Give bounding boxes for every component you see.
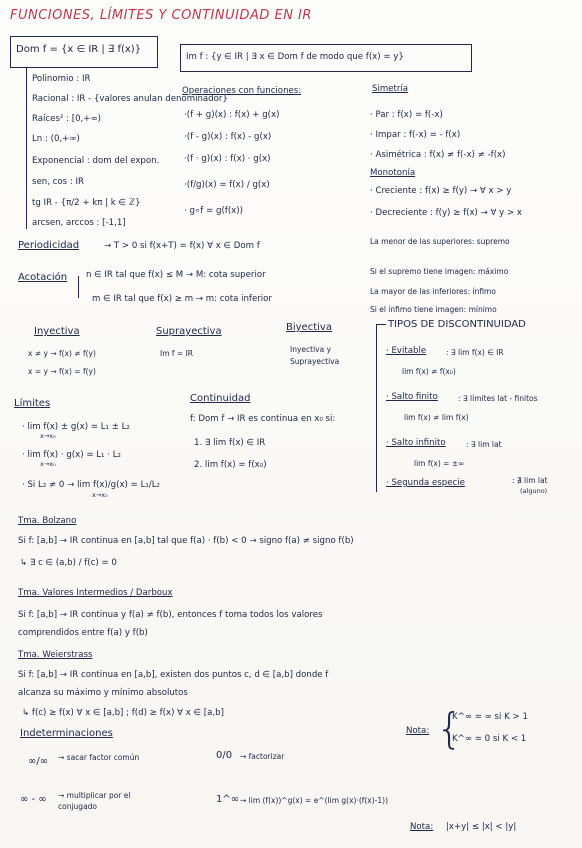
limites-sub: x→x₀ [40, 460, 56, 468]
discontinuidad-tick [376, 324, 386, 325]
nota2-text: |x+y| ≤ |x| < |y| [446, 822, 517, 832]
discontinuidad-cond: : ∃ límites lat - finitos [458, 394, 538, 403]
darboux-line: Si f: [a,b] → IR continua y f(a) ≠ f(b), entonces f toma todos los valores [18, 610, 323, 620]
continuidad-item: 2. lim f(x) = f(x₀) [194, 460, 267, 470]
imagen-definition: Im f : {y ∈ IR | ∃ x ∈ Dom f de modo que f(x) = y} [186, 52, 404, 62]
discontinuidad-type: · Salto infinito [386, 438, 446, 448]
weierstrass-line: Si f: [a,b] → IR continua en [a,b], existen dos puntos c, d ∈ [a,b] donde f [18, 670, 329, 680]
biyectiva-header: Biyectiva [286, 322, 332, 333]
indet-action: → lim (f(x))^g(x) = e^(lim g(x)·(f(x)-1)) [240, 796, 389, 805]
suprayectiva-header: Suprayectiva [156, 326, 222, 337]
supremo-note: La menor de las superiores: supremo [370, 237, 510, 246]
infimo-note: La mayor de las inferiores: ínfimo [370, 287, 496, 296]
inyectiva-line: x ≠ y → f(x) ≠ f(y) [28, 349, 96, 358]
discontinuidad-cond: : ∃ lim f(x) ∈ IR [446, 348, 504, 357]
simetria-item: · Par : f(x) = f(-x) [370, 110, 443, 120]
simetria-item: · Asimétrica : f(x) ≠ f(-x) ≠ -f(x) [370, 150, 506, 160]
dominio-item: tg IR - {π/2 + kπ | k ∈ ℤ} [32, 198, 141, 208]
periodicidad-header: Periodicidad [18, 240, 80, 251]
simetria-header: Simetría [372, 84, 409, 94]
operaciones-item: ·(f - g)(x) : f(x) - g(x) [184, 132, 272, 142]
darboux-header: Tma. Valores Intermedios / Darboux [18, 588, 173, 598]
darboux-line: comprendidos entre f(a) y f(b) [18, 628, 148, 638]
biyectiva-line: Inyectiva y [290, 345, 332, 354]
limites-item: · Si L₂ ≠ 0 → lim f(x)/g(x) = L₁/L₂ [22, 480, 160, 490]
discontinuidad-cond: lim f(x) ≠ f(x₀) [402, 367, 456, 376]
dominio-item: Polinomio : IR [32, 74, 91, 84]
dominio-bracket [26, 67, 27, 229]
maximo-note: Si el supremo tiene imagen: máximo [370, 267, 509, 276]
weierstrass-line: alcanza su máximo y mínimo absolutos [18, 688, 188, 698]
simetria-item: · Impar : f(-x) = - f(x) [370, 130, 461, 140]
bolzano-line: ↳ ∃ c ∈ (a,b) / f(c) = 0 [20, 558, 117, 568]
periodicidad-text: → T > 0 si f(x+T) = f(x) ∀ x ∈ Dom f [104, 241, 260, 251]
indeterminaciones-header: Indeterminaciones [20, 728, 113, 739]
nota-label: Nota: [406, 726, 430, 736]
monotonia-item: · Decreciente : f(y) ≥ f(x) → ∀ y > x [370, 208, 522, 218]
continuidad-item: 1. ∃ lim f(x) ∈ IR [194, 438, 266, 448]
acotacion-superior: n ∈ IR tal que f(x) ≤ M → M: cota superior [86, 270, 266, 280]
dominio-item: Ln : (0,+∞) [32, 134, 80, 144]
nota-line: K^∞ = 0 si K < 1 [452, 734, 527, 744]
indet-expr: 0/0 [216, 750, 233, 761]
nota-brace-icon: { [436, 704, 463, 753]
weierstrass-header: Tma. Weierstrass [18, 650, 93, 660]
indet-expr: 1^∞ [216, 794, 240, 805]
discontinuidad-bracket [376, 324, 377, 492]
operaciones-item: ·(f + g)(x) : f(x) + g(x) [184, 110, 280, 120]
page-title: FUNCIONES, LÍMITES Y CONTINUIDAD EN IR [10, 8, 312, 23]
suprayectiva-line: Im f = IR [160, 349, 194, 358]
discontinuidad-cond: : ∃ lim lat [466, 440, 502, 449]
limites-item: · lim f(x) · g(x) = L₁ · L₂ [22, 450, 121, 460]
nota2-label: Nota: [410, 822, 434, 832]
operaciones-item: · g∘f = g(f(x)) [184, 206, 243, 216]
operaciones-item: ·(f/g)(x) = f(x) / g(x) [184, 180, 270, 190]
dominio-item: arcsen, arccos : [-1,1] [32, 218, 126, 228]
inyectiva-header: Inyectiva [34, 326, 80, 337]
indet-action: → sacar factor común [58, 753, 140, 762]
discontinuidad-type: · Evitable [386, 346, 427, 356]
bolzano-header: Tma. Bolzano [18, 516, 77, 526]
indet-expr: ∞ - ∞ [20, 794, 47, 805]
weierstrass-line: ↳ f(c) ≥ f(x) ∀ x ∈ [a,b] ; f(d) ≥ f(x) ∀ x ∈ [a,b] [22, 708, 224, 718]
limites-item: · lim f(x) ± g(x) = L₁ ± L₂ [22, 422, 130, 432]
operaciones-item: ·(f · g)(x) : f(x) · g(x) [184, 154, 271, 164]
dominio-header: Dom f = {x ∈ IR | ∃ f(x)} [16, 44, 142, 55]
acotacion-inferior: m ∈ IR tal que f(x) ≥ m → m: cota inferior [92, 294, 272, 304]
discontinuidad-cond: (alguno) [520, 487, 548, 495]
indet-action: → factorizar [240, 752, 285, 761]
continuidad-text: f: Dom f → IR es continua en x₀ si: [190, 414, 336, 424]
discontinuidad-header: TIPOS DE DISCONTINUIDAD [388, 319, 526, 330]
discontinuidad-cond: lim f(x) = ±∞ [414, 459, 465, 468]
dominio-item: Racional : IR - {valores anulan denominador} [32, 94, 228, 104]
discontinuidad-cond: : ∄ lim lat [512, 476, 548, 485]
monotonia-item: · Creciente : f(x) ≥ f(y) → ∀ x > y [370, 186, 512, 196]
acotacion-bracket [78, 276, 79, 298]
discontinuidad-cond: lim f(x) ≠ lim f(x) [404, 413, 469, 422]
acotacion-header: Acotación [18, 272, 68, 283]
indet-action: → multiplicar por el conjugado [58, 791, 131, 811]
dominio-item: Exponencial : dom del expon. [32, 156, 160, 166]
biyectiva-line: Suprayectiva [290, 357, 340, 366]
dominio-item: sen, cos : IR [32, 177, 84, 187]
operaciones-header: Operaciones con funciones: [182, 86, 302, 96]
minimo-note: Si el ínfimo tiene imagen: mínimo [370, 305, 497, 314]
bolzano-line: Si f: [a,b] → IR continua en [a,b] tal que f(a) · f(b) < 0 → signo f(a) ≠ signo f(b) [18, 536, 354, 546]
discontinuidad-type: · Segunda especie [386, 478, 465, 488]
dominio-item: Raíces² : [0,+∞) [32, 114, 101, 124]
limites-sub: x→x₀ [40, 432, 56, 440]
continuidad-header: Continuidad [190, 393, 251, 404]
inyectiva-line: x = y → f(x) = f(y) [28, 367, 96, 376]
monotonia-header: Monotonía [370, 168, 416, 178]
discontinuidad-type: · Salto finito [386, 392, 438, 402]
limites-sub: x→x₀ [92, 491, 108, 499]
limites-header: Límites [14, 398, 51, 409]
indet-expr: ∞/∞ [28, 756, 49, 767]
nota-line: K^∞ = ∞ si K > 1 [452, 712, 528, 722]
